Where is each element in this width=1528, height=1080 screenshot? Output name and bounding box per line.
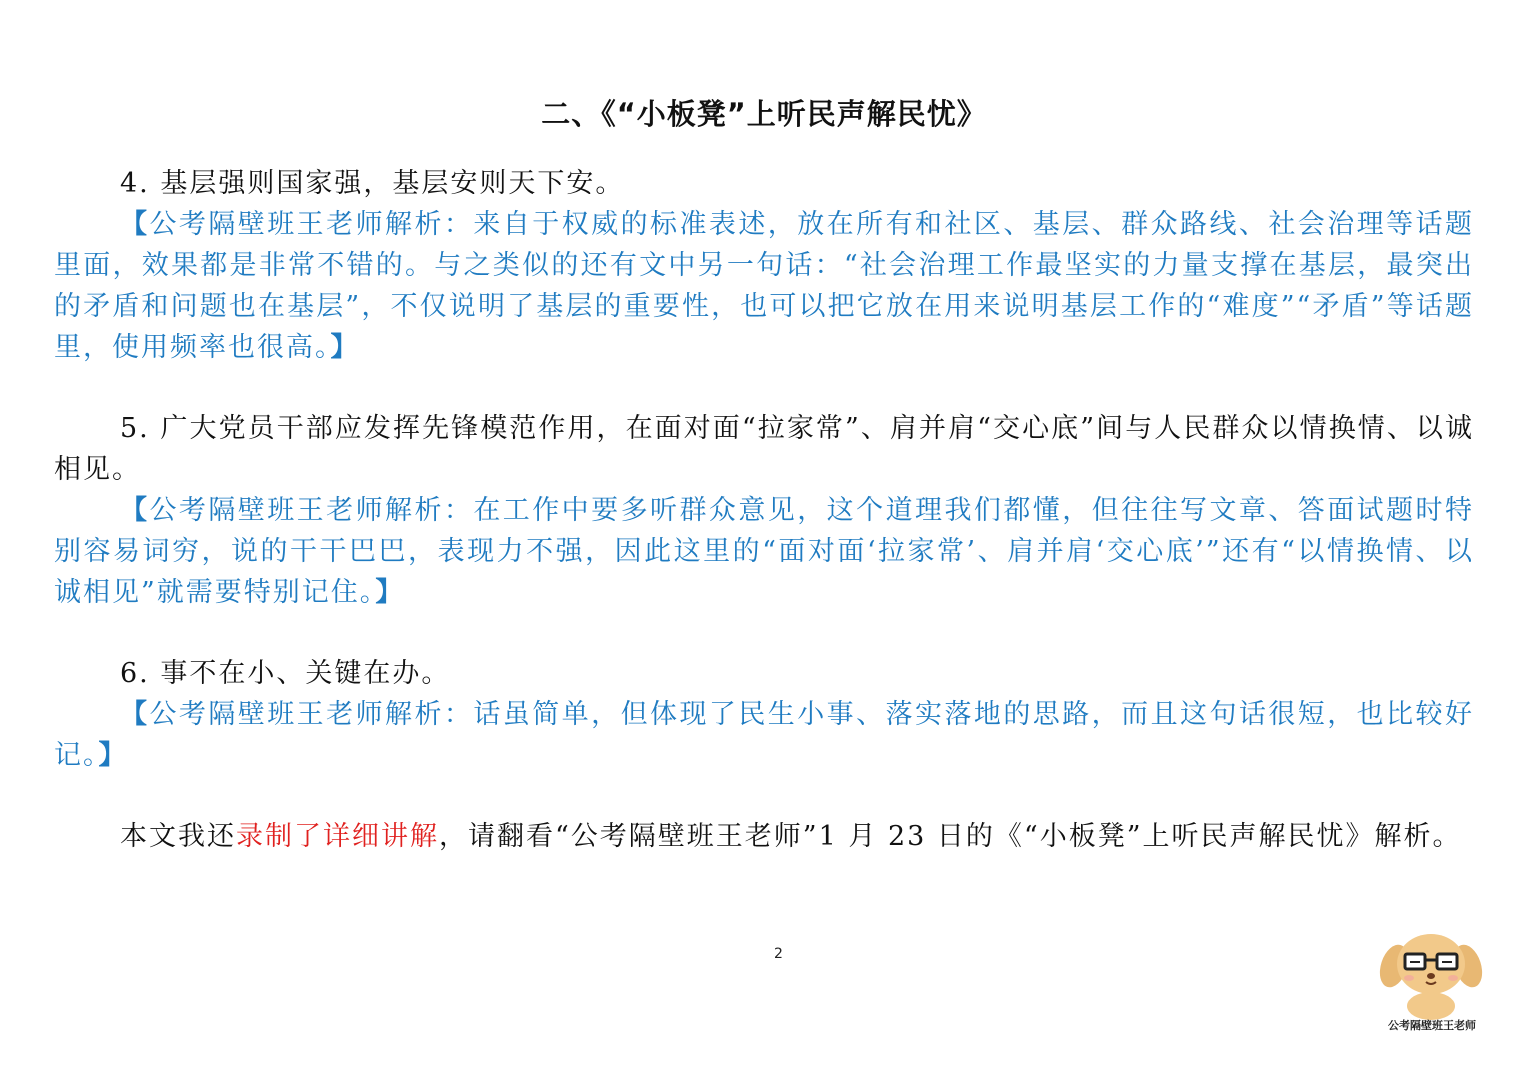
- analysis-4: [54, 204, 1474, 368]
- bracket-open: 【: [120, 495, 150, 526]
- spacer: [54, 776, 1474, 816]
- quote-5: 5. 广大党员干部应发挥先锋模范作用，在面对面“拉家常”、肩并肩“交心底”间与人民群众以情换情、以诚相见。: [54, 413, 1474, 485]
- mascot-label: 公考隔壁班王老师: [1388, 1019, 1476, 1032]
- analysis-text: 公考隔壁班王老师解析：来自于权威的标准表述，放在所有和社区、基层、群众路线、社会治理等话题里面，效果都是非常不错的。与之类似的还有文中另一句话：“社会治理工作最坚实的力量支撑在基层，最突出的矛盾和问题也在基层”，不仅说明了基层的重要性，也可以把它放在用来说明基层工作的“难度”“矛盾”等话题里，使用频率也很高。: [54, 209, 1475, 363]
- bracket-open: 【: [120, 699, 150, 730]
- quote-6: 6. 事不在小、关键在办。: [120, 658, 451, 689]
- page-title: 二、《“小板凳”上听民声解民忧》: [541, 97, 987, 131]
- closing-paragraph: [54, 816, 1474, 857]
- closing-highlight: 录制了详细讲解: [236, 821, 439, 852]
- bracket-close: 】: [375, 577, 405, 608]
- bracket-close: 】: [330, 332, 360, 363]
- closing-before: 本文我还: [120, 821, 236, 852]
- quote-4: 4. 基层强则国家强，基层安则天下安。: [120, 168, 625, 199]
- analysis-text: 公考隔壁班王老师解析：在工作中要多听群众意见，这个道理我们都懂，但往往写文章、答面试题时特别容易词穷，说的干干巴巴，表现力不强，因此这里的“面对面‘拉家常’、肩并肩‘交心底’”还有“以情换情、以诚相见”就需要特别记住。: [54, 495, 1475, 608]
- bracket-close: 】: [98, 740, 128, 771]
- content-body: [54, 163, 1474, 857]
- closing-after: ，请翻看“公考隔壁班王老师”1 月 23 日的《“小板凳”上听民声解民忧》解析。: [439, 821, 1462, 852]
- analysis-6: [54, 694, 1474, 776]
- spacer: [54, 368, 1474, 408]
- spacer: [54, 613, 1474, 653]
- page-number: 2: [774, 946, 783, 962]
- analysis-5: [54, 490, 1474, 613]
- analysis-text: 公考隔壁班王老师解析：话虽简单，但体现了民生小事、落实落地的思路，而且这句话很短，也比较好记。: [54, 699, 1475, 771]
- bracket-open: 【: [120, 209, 150, 240]
